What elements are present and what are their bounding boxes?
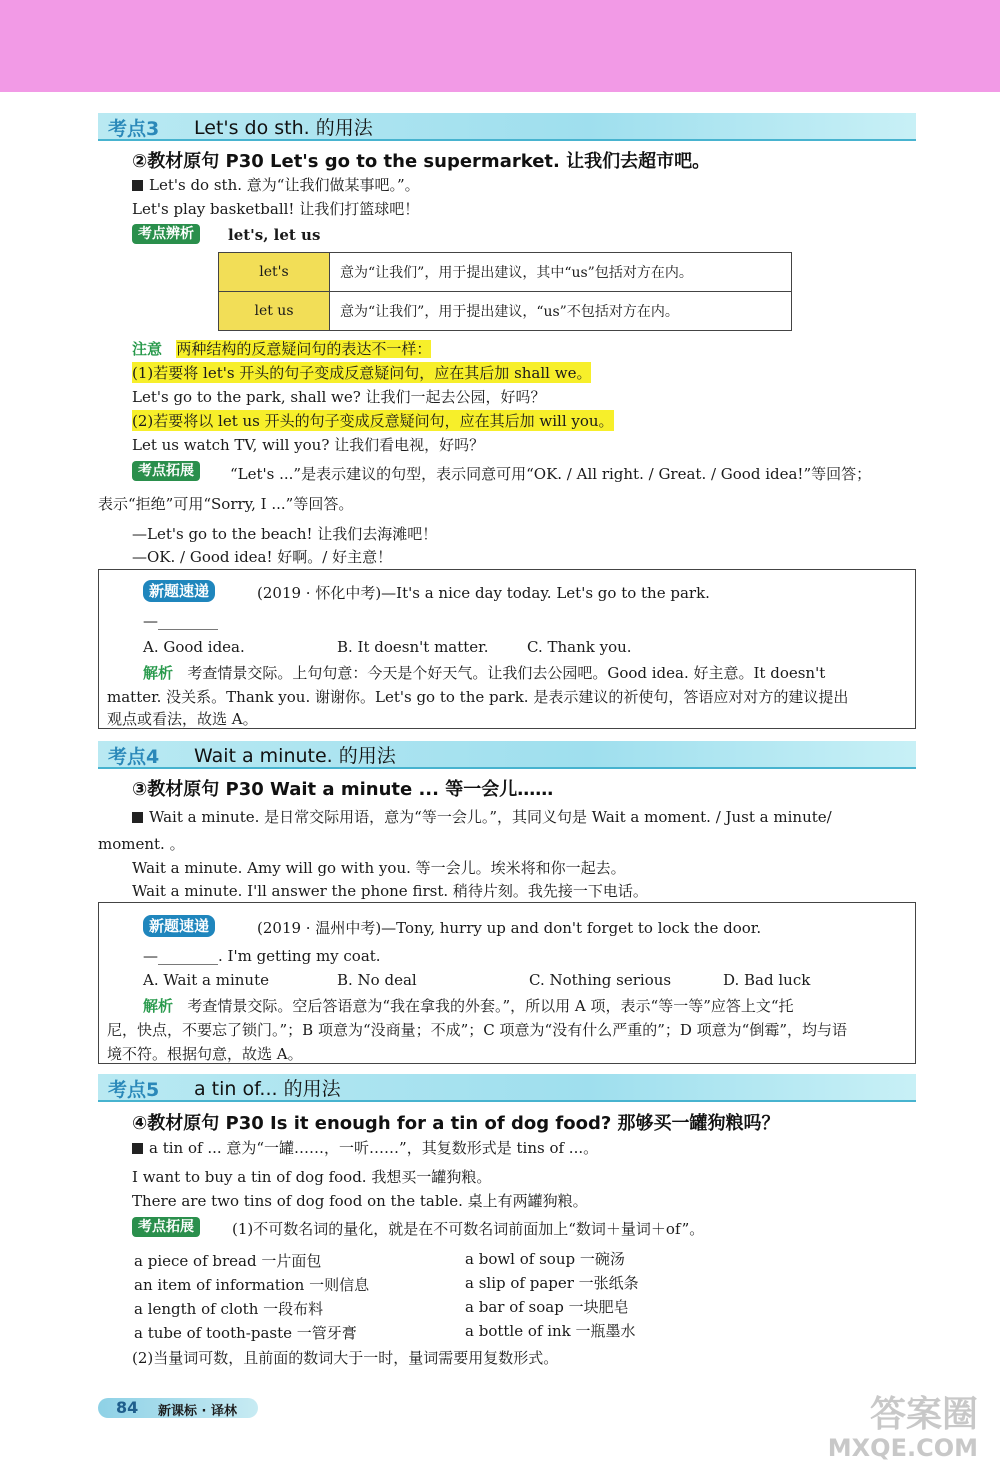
option-c: C. Nothing serious (529, 971, 672, 989)
table-cell-value: 意为“让我们”，用于提出建议，“us”不包括对方在内。 (330, 292, 792, 331)
bullet-square-icon (132, 812, 143, 823)
textbook-sentence: ②教材原句 P30 Let's go to the supermarket. 让我们去超市吧。 (132, 151, 711, 172)
section-title: a tin of... 的用法 (194, 1078, 341, 1100)
option-a: A. Wait a minute (143, 971, 269, 989)
note-line: 注意 两种结构的反意疑问句的表达不一样： (132, 340, 432, 358)
tag-label: 考点拓展 (132, 1217, 200, 1237)
analysis-line: matter. 没关系。Thank you. 谢谢你。Let's go to the park. 是表示建议的祈使句，答语应对对方的建议提出 (107, 688, 849, 706)
table-cell-value: 意为“让我们”，用于提出建议，其中“us”包括对方在内。 (330, 253, 792, 292)
highlight-rule-1: (1)若要将 let's 开头的句子变成反意疑问句，应在其后加 shall we。 (132, 364, 592, 382)
tag-label: 考点拓展 (132, 461, 200, 481)
option-d: D. Bad luck (723, 971, 811, 989)
section-3-header (98, 113, 916, 141)
option-b: B. It doesn't matter. (337, 638, 489, 656)
section-4-header (98, 741, 916, 769)
answer-blank: —________. I'm getting my coat. (143, 947, 381, 965)
section-number: 考点5 (108, 1079, 160, 1101)
section-5-header (98, 1074, 916, 1102)
exercise-tag: 新题速递 (143, 915, 215, 937)
page-number: 84 (116, 1398, 139, 1417)
option-c: C. Thank you. (527, 638, 632, 656)
section-title: Wait a minute. 的用法 (194, 745, 396, 767)
example-line: Wait a minute. Amy will go with you. 等一会儿。埃米将和你一起去。 (132, 859, 626, 877)
example-line: I want to buy a tin of dog food. 我想买一罐狗粮。 (132, 1168, 492, 1186)
section-number: 考点3 (108, 118, 160, 140)
example-line: Wait a minute. I'll answer the phone first. 稍待片刻。我先接一下电话。 (132, 882, 648, 900)
example-line: Let's go to the park, shall we? 让我们一起去公园，好吗？ (132, 388, 546, 406)
extension-line: “Let's ...”是表示建议的句型，表示同意可用“OK. / All right. / Great. / Good idea!”等回答； (230, 465, 872, 483)
comparison-table (218, 252, 792, 331)
list-item: a bowl of soup 一碗汤 (465, 1250, 625, 1268)
answer-blank: —________ (143, 612, 218, 630)
tag-label: 考点辨析 (132, 224, 200, 244)
example-line: Let's play basketball! 让我们打篮球吧！ (132, 200, 420, 218)
table-cell-key: let us (219, 292, 330, 331)
exercise-tag: 新题速递 (143, 580, 215, 602)
extension-line: (1)不可数名词的量化，就是在不可数名词前面加上“数词＋量词＋of”。 (232, 1220, 705, 1238)
list-item: a length of cloth 一段布料 (134, 1300, 324, 1318)
exercise-question: (2019 · 怀化中考)—It's a nice day today. Let's go to the park. (257, 584, 710, 602)
list-item: a bar of soap 一块肥皂 (465, 1298, 629, 1316)
textbook-sentence: ③教材原句 P30 Wait a minute ... 等一会儿…… (132, 779, 554, 800)
tag-subject: let's, let us (228, 226, 321, 244)
analysis-line: 解析 考查情景交际。空后答语意为“我在拿我的外套。”，所以用 A 项，表示“等一等”应答上文“托 (143, 997, 794, 1015)
list-item: a slip of paper 一张纸条 (465, 1274, 639, 1292)
table-row (219, 292, 792, 331)
section-number: 考点4 (108, 746, 160, 768)
list-item: a tube of tooth-paste 一管牙膏 (134, 1324, 357, 1342)
watermark-logo: 答案圈 MXQE.COM (827, 1394, 978, 1462)
highlight-rule-2: (2)若要将以 let us 开头的句子变成反意疑问句，应在其后加 will you。 (132, 412, 614, 430)
list-item: a piece of bread 一片面包 (134, 1252, 322, 1270)
textbook-sentence: ④教材原句 P30 Is it enough for a tin of dog food? 那够买一罐狗粮吗？ (132, 1113, 780, 1134)
list-item: an item of information 一则信息 (134, 1276, 370, 1294)
top-decoration-band (0, 0, 1000, 92)
explanation-line: a tin of ... 意为“一罐……，一听……”，其复数形式是 tins of ...。 (132, 1137, 598, 1158)
list-item: a bottle of ink 一瓶墨水 (465, 1322, 636, 1340)
section-title: Let's do sth. 的用法 (194, 117, 373, 139)
option-b: B. No deal (337, 971, 417, 989)
exercise-box (98, 902, 916, 1064)
dialogue-line: —Let's go to the beach! 让我们去海滩吧！ (132, 525, 438, 543)
analysis-line: 尼，快点，不要忘了锁门。”；B 项意为“没商量；不成”；C 项意为“没有什么严重的”；D 项意为“倒霉”，均与语 (107, 1021, 848, 1039)
bullet-square-icon (132, 180, 143, 191)
option-a: A. Good idea. (143, 638, 245, 656)
explanation-line: Wait a minute. 是日常交际用语，意为“等一会儿。”，其同义句是 Wait a moment. / Just a minute/ (132, 806, 832, 827)
table-cell-key: let's (219, 253, 330, 292)
analysis-line: 解析 考查情景交际。上句句意：今天是个好天气。让我们去公园吧。Good idea. 好主意。It doesn't (143, 664, 826, 682)
book-title: 新课标 · 译林 (158, 1404, 237, 1419)
exercise-box (98, 569, 916, 729)
example-line: Let us watch TV, will you? 让我们看电视，好吗？ (132, 436, 485, 454)
explanation-line: moment. 。 (98, 835, 185, 853)
analysis-line: 观点或看法，故选 A。 (107, 710, 258, 728)
rule-line: (2)当量词可数，且前面的数词大于一时，量词需要用复数形式。 (132, 1349, 559, 1367)
example-line: There are two tins of dog food on the table. 桌上有两罐狗粮。 (132, 1192, 588, 1210)
dialogue-line: —OK. / Good idea! 好啊。/ 好主意！ (132, 548, 393, 566)
extension-line: 表示“拒绝”可用“Sorry, I ...”等回答。 (98, 495, 354, 513)
bullet-square-icon (132, 1143, 143, 1154)
analysis-line: 境不符。根据句意，故选 A。 (107, 1045, 303, 1063)
table-row (219, 253, 792, 292)
explanation-line: Let's do sth. 意为“让我们做某事吧。”。 (132, 174, 420, 195)
exercise-question: (2019 · 温州中考)—Tony, hurry up and don't forget to lock the door. (257, 919, 762, 937)
